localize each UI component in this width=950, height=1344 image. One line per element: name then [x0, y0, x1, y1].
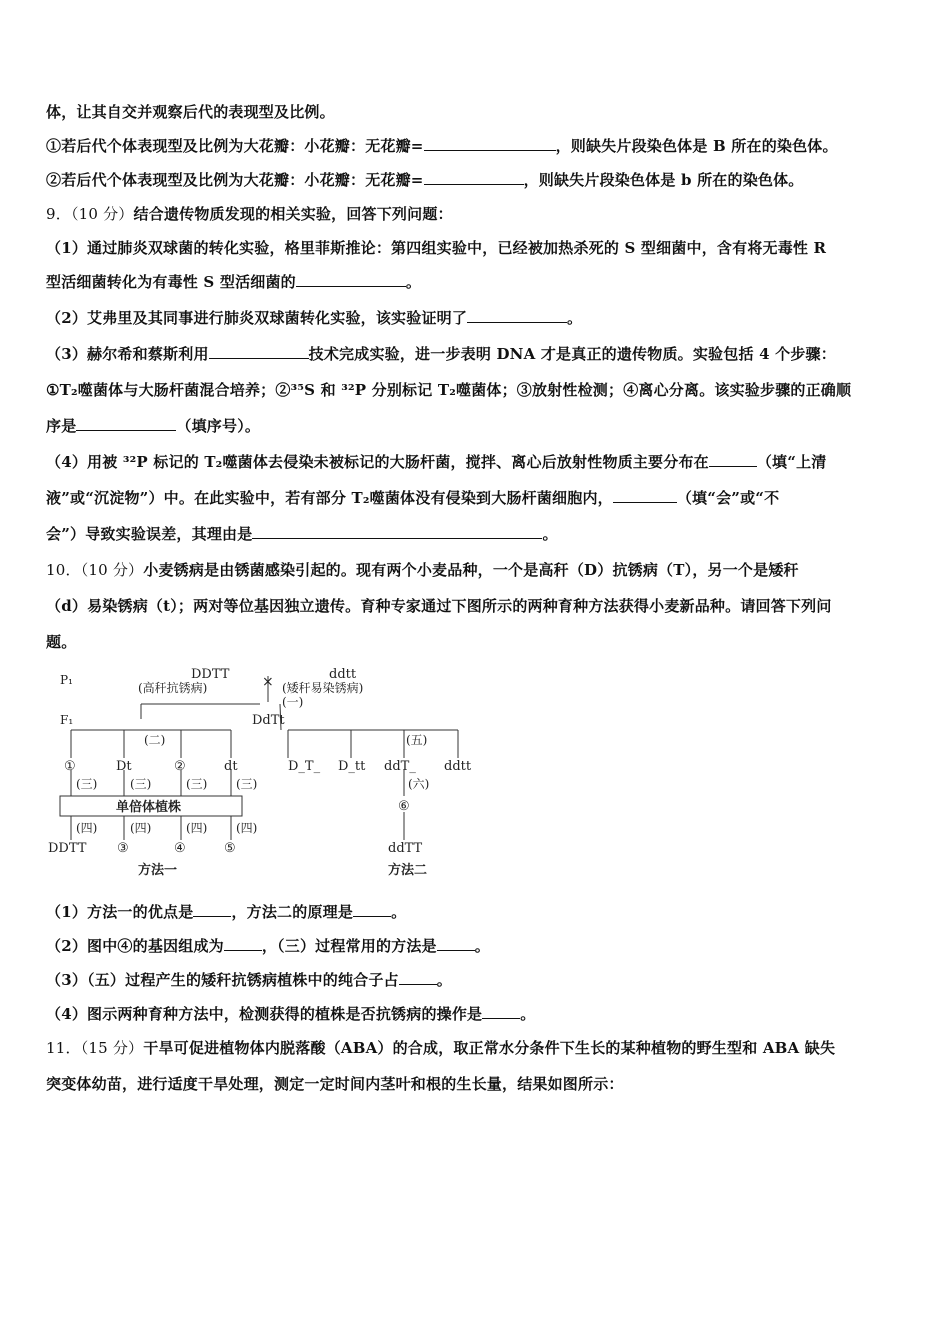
text-line: （2）图中④的基因组成为 ，（三）过程常用的方法是 。 — [46, 937, 490, 955]
result-4: ④ — [174, 841, 186, 856]
text-line: （d）易染锈病（t）；两对等位基因独立遗传。育种专家通过下图所示的两种育种方法获得小麦新品种。请回答下列问 — [46, 597, 832, 615]
f2-dd-t: ddT_ — [384, 759, 416, 774]
text-line: （3）赫尔希和蔡斯利用 技术完成实验，进一步表明 DNA 才是真正的遗传物质。实验包括 4 个步骤： — [46, 345, 836, 363]
parent1-genotype: DDTT — [191, 667, 230, 682]
text-line: （2）艾弗里及其同事进行肺炎双球菌转化实验，该实验证明了 。 — [46, 309, 583, 327]
step-3-label: (三) — [130, 777, 152, 791]
f1-genotype: DdTt — [252, 713, 285, 728]
step-4-label: (四) — [130, 821, 152, 835]
text-line: 液”或“沉淀物”）中。在此实验中，若有部分 T₂噬菌体没有侵染到大肠杆菌细胞内， （填“会”或“不 — [46, 489, 780, 507]
answer-blank[interactable] — [209, 344, 309, 359]
label-f1: F₁ — [60, 713, 74, 727]
answer-blank[interactable] — [193, 902, 231, 917]
answer-blank[interactable] — [709, 452, 757, 467]
text-line: 题。 — [46, 633, 77, 651]
question-9-heading: 9．（10 分）结合遗传物质发现的相关实验，回答下列问题： — [46, 205, 453, 223]
gamete-dt-lower: dt — [224, 759, 238, 774]
result-3: ③ — [117, 841, 129, 856]
answer-blank[interactable] — [424, 170, 524, 185]
text-line: （4）图示两种育种方法中，检测获得的植株是否抗锈病的操作是 。 — [46, 1005, 536, 1023]
text-line: （1）通过肺炎双球菌的转化实验，格里菲斯推论：第四组实验中，已经被加热杀死的 S 型细菌中，含有将无毒性 R — [46, 239, 827, 257]
f2-ddtt: ddtt — [444, 759, 472, 774]
text-line: ①T₂噬菌体与大肠杆菌混合培养；②³⁵S 和 ³²P 分别标记 T₂噬菌体；③放射性检测；④离心分离。该实验步骤的正确顺 — [46, 381, 852, 399]
step-4-label: (四) — [186, 821, 208, 835]
answer-blank[interactable] — [296, 272, 406, 287]
step-4-label: (四) — [236, 821, 258, 835]
text-line: （3）（五）过程产生的矮秆抗锈病植株中的纯合子占 。 — [46, 971, 452, 989]
f2-d-tt: D_tt — [338, 759, 366, 774]
text-line: 会”）导致实验误差，其理由是 。 — [46, 525, 558, 543]
step-4-label: (四) — [76, 821, 98, 835]
answer-blank[interactable] — [353, 902, 391, 917]
step-3-label: (三) — [76, 777, 98, 791]
parent2-genotype: ddtt — [329, 667, 357, 682]
cross-symbol: × — [262, 674, 274, 690]
result-ddtt-homozygous: ddTT — [388, 841, 423, 856]
gamete-1: ① — [64, 759, 76, 774]
question-11-heading: 11．（15 分）干旱可促进植物体内脱落酸（ABA）的合成，取正常水分条件下生长的某种植物的野生型和 ABA 缺失 — [46, 1039, 836, 1057]
step-3-label: (三) — [236, 777, 258, 791]
parent1-phenotype: (高秆抗锈病) — [138, 681, 208, 695]
step-1-label: (一) — [282, 695, 304, 709]
method-1-label: 方法一 — [138, 863, 178, 878]
method-2-label: 方法二 — [388, 863, 428, 878]
question-10-heading: 10．（10 分）小麦锈病是由锈菌感染引起的。现有两个小麦品种，一个是高秆（D）抗锈病（T），另一个是矮秆 — [46, 561, 799, 579]
answer-blank[interactable] — [437, 936, 475, 951]
parent2-phenotype: (矮秆易染锈病) — [282, 681, 364, 695]
answer-blank[interactable] — [467, 308, 567, 323]
result-6: ⑥ — [398, 799, 410, 814]
text-line: 型活细菌转化为有毒性 S 型活细菌的 。 — [46, 273, 422, 291]
f2-d-t: D_T_ — [288, 759, 321, 774]
result-ddtt: DDTT — [48, 841, 87, 856]
text-line: （1）方法一的优点是 ，方法二的原理是 。 — [46, 903, 407, 921]
answer-blank[interactable] — [482, 1004, 520, 1019]
gamete-dt-upper: Dt — [116, 759, 132, 774]
result-5: ⑤ — [224, 841, 236, 856]
text-line: 序是 （填序号）。 — [46, 417, 261, 435]
step-5-label: (五) — [406, 733, 428, 747]
step-6-label: (六) — [408, 777, 430, 791]
step-3-label: (三) — [186, 777, 208, 791]
text-line: 突变体幼苗，进行适度干旱处理，测定一定时间内茎叶和根的生长量，结果如图所示： — [46, 1075, 624, 1093]
answer-blank[interactable] — [224, 936, 262, 951]
text-line: 体，让其自交并观察后代的表现型及比例。 — [46, 103, 335, 121]
answer-blank[interactable] — [613, 488, 677, 503]
breeding-diagram — [46, 662, 486, 884]
answer-blank[interactable] — [252, 524, 542, 539]
answer-blank[interactable] — [76, 416, 176, 431]
answer-blank[interactable] — [399, 970, 437, 985]
step-2-label: (二) — [144, 733, 166, 747]
text-line: ①若后代个体表现型及比例为大花瓣：小花瓣：无花瓣= ，则缺失片段染色体是 B 所在的染色体。 — [46, 137, 838, 155]
haploid-label: 单倍体植株 — [116, 800, 182, 815]
gamete-2: ② — [174, 759, 186, 774]
label-p1: P₁ — [60, 673, 73, 687]
text-line: ②若后代个体表现型及比例为大花瓣：小花瓣：无花瓣= ，则缺失片段染色体是 b 所在的染色体。 — [46, 171, 804, 189]
answer-blank[interactable] — [424, 136, 556, 151]
text-line: （4）用被 ³²P 标记的 T₂噬菌体去侵染未被标记的大肠杆菌，搅拌、离心后放射性物质主要分布在 （填“上清 — [46, 453, 827, 471]
